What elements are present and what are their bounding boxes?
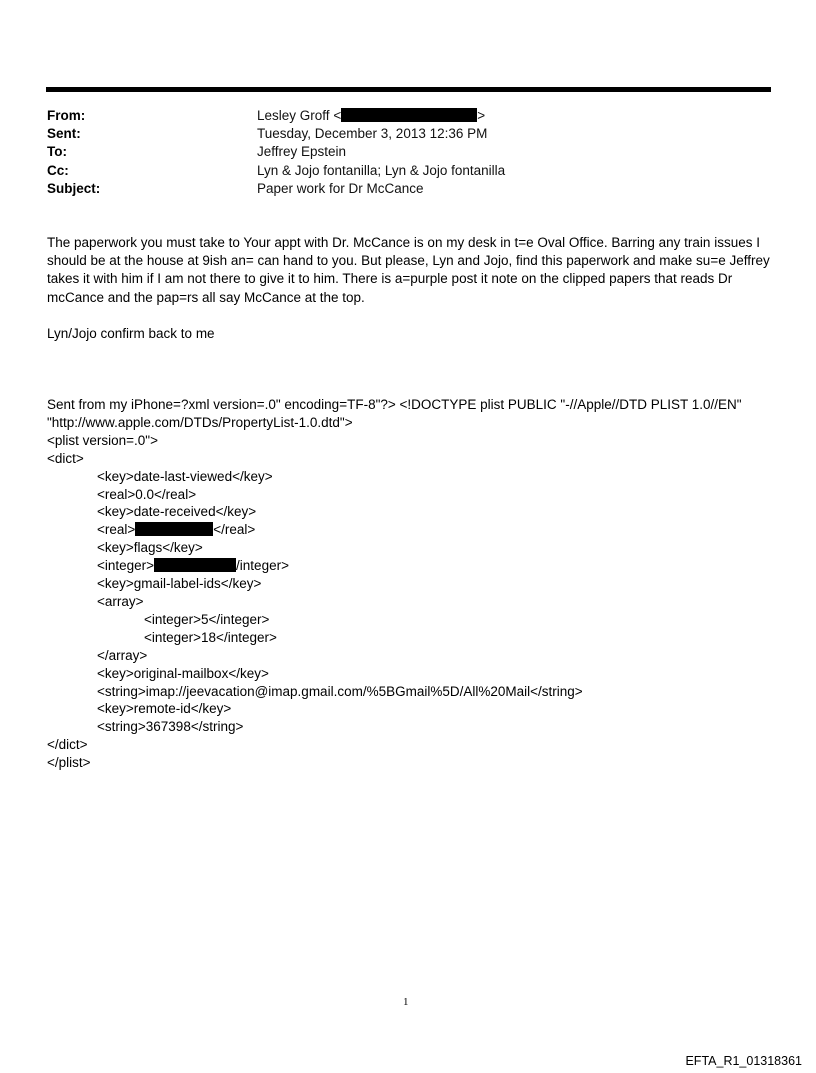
plist-line: </array> (97, 647, 148, 663)
from-close-bracket: > (477, 108, 486, 123)
plist-close-tag: /integer> (236, 558, 289, 574)
plist-line: <key>date-received</key> (97, 504, 257, 520)
body-paragraph: The paperwork you must take to Your appt with Dr. McCance is on my desk in t=e Oval Office. Barring any train issues I should be at the house at 9ish an= can hand to you. But please, Lyn and Jojo, find this paperwork and make su=e Jeffrey takes it with him if I am not there to give it to him. There is a=purple post it note on the clipped papers that reads Dr mcCance and the pap=rs all say McCance at the top. (47, 235, 770, 305)
redaction-box (135, 522, 213, 536)
email-body (47, 234, 772, 343)
to-row (47, 143, 505, 161)
plist-line: <plist version=.0"> (47, 432, 158, 448)
plist-close-tag: </real> (213, 522, 256, 538)
plist-block (47, 396, 742, 772)
cc-label: Cc: (47, 162, 69, 178)
subject-row (47, 180, 505, 198)
plist-line: </plist> (47, 755, 91, 771)
from-row (47, 107, 505, 125)
from-name: Lesley Groff (257, 108, 330, 123)
plist-line: <array> (97, 593, 144, 609)
redaction-box (341, 108, 477, 122)
to-value: Jeffrey Epstein (257, 144, 347, 160)
cc-row (47, 162, 505, 180)
plist-line: <key>flags</key> (97, 540, 203, 556)
redaction-box (154, 558, 236, 572)
plist-line: </dict> (47, 737, 88, 753)
from-open-bracket: < (333, 108, 342, 123)
cc-value: Lyn & Jojo fontanilla; Lyn & Jojo fontanilla (257, 162, 506, 178)
sent-label: Sent: (47, 126, 81, 142)
plist-line: <string>367398</string> (97, 719, 244, 735)
to-label: To: (47, 144, 67, 160)
plist-line: <key>remote-id</key> (97, 701, 232, 717)
plist-line: <integer>18</integer> (144, 629, 277, 645)
plist-open-tag: <integer> (97, 558, 155, 574)
plist-open-tag: <real> (97, 522, 136, 538)
plist-line (47, 521, 742, 539)
header-rule (46, 87, 771, 92)
sent-row (47, 125, 505, 143)
sent-value: Tuesday, December 3, 2013 12:36 PM (257, 126, 488, 142)
from-value (257, 107, 485, 125)
plist-line: <key>original-mailbox</key> (97, 665, 269, 681)
plist-line: <integer>5</integer> (144, 611, 270, 627)
document-id: EFTA_R1_01318361 (685, 1054, 802, 1068)
plist-line: <string>imap://jeevacation@imap.gmail.com/%5BGmail%5D/All%20Mail</string> (97, 683, 583, 699)
plist-line: <key>date-last-viewed</key> (97, 468, 273, 484)
plist-line: Sent from my iPhone=?xml version=.0" encoding=TF-8"?> <!DOCTYPE plist PUBLIC "-//Apple//DTD PLIST 1.0//EN" (47, 397, 742, 412)
plist-line (47, 557, 742, 575)
subject-value: Paper work for Dr McCance (257, 180, 424, 196)
plist-line: "http://www.apple.com/DTDs/PropertyList-1.0.dtd"> (47, 414, 353, 430)
from-label: From: (47, 108, 86, 123)
body-paragraph: Lyn/Jojo confirm back to me (47, 325, 215, 341)
plist-line: <key>gmail-label-ids</key> (97, 576, 262, 592)
page-number: 1 (403, 996, 409, 1008)
email-header (47, 107, 505, 198)
plist-line: <dict> (47, 450, 84, 466)
subject-label: Subject: (47, 180, 101, 196)
plist-line: <real>0.0</real> (97, 486, 197, 502)
